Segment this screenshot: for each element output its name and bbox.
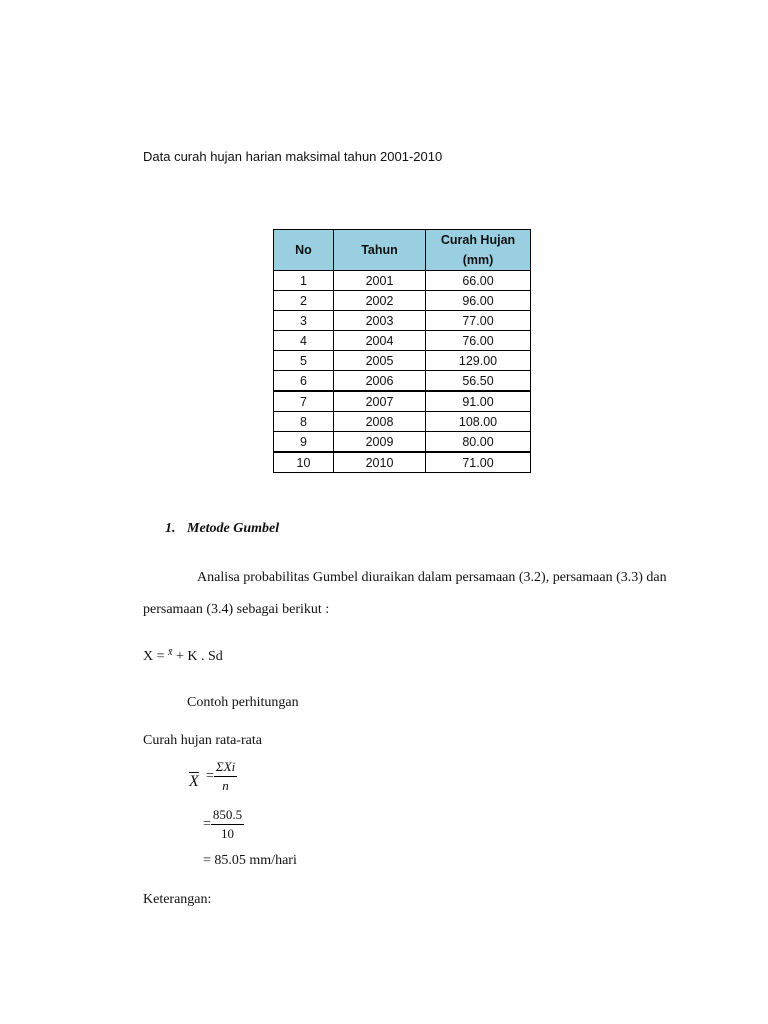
section-heading xyxy=(165,521,279,537)
eq1-denominator: n xyxy=(222,778,229,793)
cell-no: 10 xyxy=(274,452,334,473)
document-title: Data curah hujan harian maksimal tahun 2001-2010 xyxy=(143,149,443,164)
eq1-sign: = xyxy=(206,768,214,784)
cell-tahun: 2002 xyxy=(334,291,426,311)
cell-curah-hujan: 96.00 xyxy=(426,291,531,311)
cell-curah-hujan: 76.00 xyxy=(426,331,531,351)
formula-lhs: X = xyxy=(143,649,165,664)
mean-symbol-x: $\overline{X}$ xyxy=(189,773,199,790)
eq2-fraction xyxy=(211,806,244,843)
cell-no: 3 xyxy=(274,311,334,331)
table-body xyxy=(274,271,531,473)
cell-no: 2 xyxy=(274,291,334,311)
cell-curah-hujan: 71.00 xyxy=(426,452,531,473)
paragraph-line-2: persamaan (3.4) sebagai berikut : xyxy=(143,602,330,617)
mean-result: = 85.05 mm/hari xyxy=(203,853,297,868)
header-tahun: Tahun xyxy=(334,230,426,271)
cell-no: 4 xyxy=(274,331,334,351)
eq1-fraction xyxy=(214,758,237,795)
cell-tahun: 2008 xyxy=(334,412,426,432)
paragraph-line-1: Analisa probabilitas Gumbel diuraikan dalam persamaan (3.2), persamaan (3.3) dan xyxy=(197,570,667,585)
rainfall-table xyxy=(273,229,531,473)
cell-tahun: 2003 xyxy=(334,311,426,331)
cell-curah-hujan: 66.00 xyxy=(426,271,531,291)
cell-no: 6 xyxy=(274,371,334,392)
table-row xyxy=(274,291,531,311)
cell-no: 8 xyxy=(274,412,334,432)
cell-curah-hujan: 56.50 xyxy=(426,371,531,392)
section-title: Metode Gumbel xyxy=(187,521,280,536)
cell-curah-hujan: 129.00 xyxy=(426,351,531,371)
mean-rainfall-label: Curah hujan rata-rata xyxy=(143,733,262,748)
table-header-row xyxy=(274,230,531,271)
cell-curah-hujan: 91.00 xyxy=(426,391,531,412)
cell-no: 1 xyxy=(274,271,334,291)
table-row xyxy=(274,391,531,412)
header-curah-hujan-line1: Curah Hujan xyxy=(440,233,516,247)
mean-equation-1 xyxy=(206,758,237,795)
keterangan-label: Keterangan: xyxy=(143,892,212,907)
header-curah-hujan xyxy=(426,230,531,271)
eq1-numerator: ΣXi xyxy=(214,758,237,777)
cell-no: 7 xyxy=(274,391,334,412)
cell-tahun: 2006 xyxy=(334,371,426,392)
cell-curah-hujan: 80.00 xyxy=(426,432,531,453)
cell-curah-hujan: 77.00 xyxy=(426,311,531,331)
eq2-denominator: 10 xyxy=(221,826,235,841)
section-number: 1. xyxy=(165,521,176,536)
cell-tahun: 2010 xyxy=(334,452,426,473)
header-curah-hujan-unit: (mm) xyxy=(462,253,494,267)
formula-xbar: x̄ xyxy=(168,647,173,658)
table-row xyxy=(274,432,531,453)
formula-rhs: + K . Sd xyxy=(175,649,223,664)
table-row xyxy=(274,331,531,351)
table-row xyxy=(274,452,531,473)
table-row xyxy=(274,271,531,291)
mean-equation-2 xyxy=(203,806,244,843)
table-row xyxy=(274,412,531,432)
table-row xyxy=(274,311,531,331)
cell-tahun: 2007 xyxy=(334,391,426,412)
table-row xyxy=(274,351,531,371)
gumbel-formula xyxy=(143,649,223,665)
example-label: Contoh perhitungan xyxy=(187,695,299,710)
table-row xyxy=(274,371,531,392)
cell-no: 5 xyxy=(274,351,334,371)
cell-curah-hujan: 108.00 xyxy=(426,412,531,432)
cell-tahun: 2004 xyxy=(334,331,426,351)
eq2-numerator: 850.5 xyxy=(211,806,244,825)
eq2-sign: = xyxy=(203,816,211,832)
cell-tahun: 2001 xyxy=(334,271,426,291)
header-no: No xyxy=(274,230,334,271)
cell-tahun: 2005 xyxy=(334,351,426,371)
cell-no: 9 xyxy=(274,432,334,453)
cell-tahun: 2009 xyxy=(334,432,426,453)
mean-symbol xyxy=(189,773,199,791)
